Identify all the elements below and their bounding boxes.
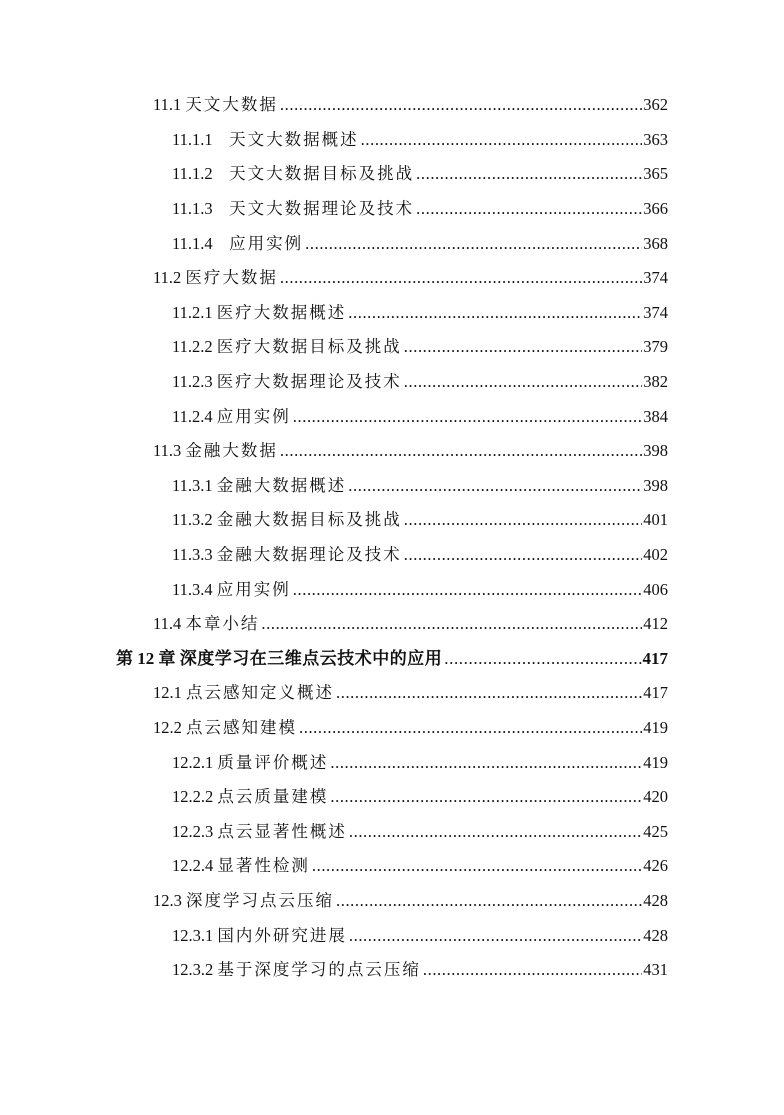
dot-leader — [348, 476, 642, 496]
dot-leader — [361, 130, 643, 150]
toc-number: 12.3 — [153, 890, 186, 910]
toc-row[interactable] — [0, 434, 784, 469]
toc-number: 11.2.3 — [172, 372, 217, 392]
dot-leader — [330, 753, 642, 773]
dot-leader — [349, 822, 642, 842]
toc-page-number: 401 — [643, 510, 668, 530]
toc-title: 深度学习点云压缩 — [186, 890, 334, 910]
toc-number: 11.3.4 — [172, 579, 217, 599]
toc-title: 点云感知定义概述 — [186, 683, 334, 703]
toc-title: 金融大数据概述 — [216, 475, 347, 495]
dot-leader — [330, 787, 642, 807]
toc-page-number: 417 — [642, 648, 668, 668]
toc-row[interactable] — [0, 469, 784, 504]
dot-leader — [312, 856, 642, 876]
toc-number: 11.2.2 — [172, 337, 217, 357]
toc-title: 质量评价概述 — [217, 752, 329, 772]
toc-chapter-number: 第 12 章 — [116, 648, 180, 668]
toc-number: 11.2.4 — [172, 406, 217, 426]
toc-number: 11.3.3 — [172, 545, 217, 565]
toc-number: 12.2 — [153, 717, 186, 737]
toc-number: 11.3.1 — [172, 475, 217, 495]
toc-page-number: 363 — [643, 129, 668, 149]
dot-leader — [404, 337, 642, 357]
dot-leader — [423, 960, 642, 980]
toc-row[interactable] — [0, 745, 784, 780]
toc-number: 11.3.2 — [172, 510, 217, 530]
toc-row[interactable] — [0, 814, 784, 849]
toc-title: 医疗大数据理论及技术 — [216, 372, 402, 392]
dot-leader — [416, 164, 642, 184]
dot-leader — [280, 95, 642, 115]
toc-page-number: 428 — [643, 890, 668, 910]
toc-number: 11.1.1 — [172, 129, 230, 149]
toc-page-number: 425 — [643, 821, 668, 841]
toc-row[interactable] — [0, 88, 784, 123]
toc-row[interactable] — [0, 261, 784, 296]
dot-leader — [280, 268, 642, 288]
toc-chapter-row[interactable] — [0, 642, 784, 677]
toc-number: 12.2.3 — [172, 821, 218, 841]
dot-leader — [349, 926, 642, 946]
toc-row[interactable] — [0, 330, 784, 365]
toc-page-number: 398 — [643, 475, 668, 495]
toc-row[interactable] — [0, 572, 784, 607]
toc-page-number: 417 — [643, 683, 668, 703]
toc-title: 应用实例 — [229, 233, 304, 253]
toc-title: 金融大数据理论及技术 — [216, 545, 402, 565]
toc-page-number: 365 — [643, 164, 668, 184]
toc-row[interactable] — [0, 676, 784, 711]
toc-number: 11.4 — [153, 614, 186, 634]
toc-title: 天文大数据概述 — [229, 129, 359, 149]
toc-page-number: 384 — [643, 406, 668, 426]
toc-row[interactable] — [0, 296, 784, 331]
toc-page-number: 368 — [643, 233, 668, 253]
toc-page-number: 402 — [643, 545, 668, 565]
dot-leader — [299, 718, 642, 738]
toc-number: 11.2 — [153, 268, 186, 288]
toc-row[interactable] — [0, 711, 784, 746]
dot-leader — [444, 649, 641, 669]
toc-row[interactable] — [0, 503, 784, 538]
toc-title: 点云感知建模 — [186, 717, 297, 737]
toc-page-number: 412 — [643, 614, 668, 634]
toc-title: 点云质量建模 — [217, 787, 329, 807]
toc-title: 国内外研究进展 — [217, 925, 347, 945]
toc-number: 11.3 — [153, 441, 186, 461]
toc-row[interactable] — [0, 365, 784, 400]
toc-number: 12.3.1 — [172, 925, 218, 945]
dot-leader — [336, 891, 642, 911]
toc-title: 显著性检测 — [217, 856, 310, 876]
toc-row[interactable] — [0, 607, 784, 642]
toc-number: 11.1.4 — [172, 233, 230, 253]
table-of-contents — [0, 88, 784, 987]
toc-row[interactable] — [0, 399, 784, 434]
dot-leader — [293, 407, 642, 427]
toc-page-number: 382 — [643, 372, 668, 392]
toc-page-number: 374 — [643, 302, 668, 322]
toc-row[interactable] — [0, 884, 784, 919]
toc-title: 金融大数据目标及挑战 — [216, 510, 402, 530]
toc-row[interactable] — [0, 918, 784, 953]
dot-leader — [404, 545, 642, 565]
toc-number: 12.3.2 — [172, 960, 218, 980]
dot-leader — [305, 234, 642, 254]
dot-leader — [348, 303, 642, 323]
toc-page-number: 419 — [643, 717, 668, 737]
toc-chapter-title: 深度学习在三维点云技术中的应用 — [179, 648, 443, 668]
toc-number: 12.1 — [153, 683, 186, 703]
toc-number: 12.2.2 — [172, 787, 218, 807]
toc-page-number: 366 — [643, 199, 668, 219]
toc-row[interactable] — [0, 226, 784, 261]
toc-title: 医疗大数据目标及挑战 — [216, 337, 402, 357]
toc-title: 基于深度学习的点云压缩 — [217, 960, 421, 980]
toc-page-number: 419 — [643, 752, 668, 772]
toc-title: 金融大数据 — [185, 441, 278, 461]
toc-number: 11.1.2 — [172, 164, 230, 184]
toc-number: 11.1 — [153, 95, 186, 115]
toc-row[interactable] — [0, 157, 784, 192]
dot-leader — [416, 199, 642, 219]
toc-page-number: 362 — [643, 95, 668, 115]
toc-row[interactable] — [0, 538, 784, 573]
toc-page-number: 428 — [643, 925, 668, 945]
toc-title: 点云显著性概述 — [217, 821, 347, 841]
toc-number: 11.1.3 — [172, 199, 230, 219]
toc-title: 天文大数据目标及挑战 — [229, 164, 415, 184]
toc-row[interactable] — [0, 953, 784, 988]
toc-page-number: 398 — [643, 441, 668, 461]
toc-page-number: 379 — [643, 337, 668, 357]
toc-title: 天文大数据 — [185, 95, 278, 115]
dot-leader — [404, 372, 642, 392]
toc-title: 应用实例 — [216, 579, 291, 599]
toc-title: 医疗大数据 — [185, 268, 278, 288]
toc-number: 12.2.1 — [172, 752, 218, 772]
toc-row[interactable] — [0, 192, 784, 227]
dot-leader — [293, 580, 642, 600]
toc-row[interactable] — [0, 123, 784, 158]
dot-leader — [336, 683, 642, 703]
toc-number: 12.2.4 — [172, 856, 218, 876]
toc-page-number: 420 — [643, 787, 668, 807]
toc-row[interactable] — [0, 780, 784, 815]
toc-title: 本章小结 — [185, 614, 260, 634]
dot-leader — [261, 614, 642, 634]
toc-title: 应用实例 — [216, 406, 291, 426]
toc-title: 天文大数据理论及技术 — [229, 199, 415, 219]
dot-leader — [404, 510, 642, 530]
toc-row[interactable] — [0, 849, 784, 884]
toc-number: 11.2.1 — [172, 302, 217, 322]
toc-page-number: 431 — [643, 960, 668, 980]
toc-page-number: 406 — [643, 579, 668, 599]
toc-title: 医疗大数据概述 — [216, 302, 347, 322]
toc-page-number: 374 — [643, 268, 668, 288]
dot-leader — [280, 441, 642, 461]
toc-page-number: 426 — [643, 856, 668, 876]
